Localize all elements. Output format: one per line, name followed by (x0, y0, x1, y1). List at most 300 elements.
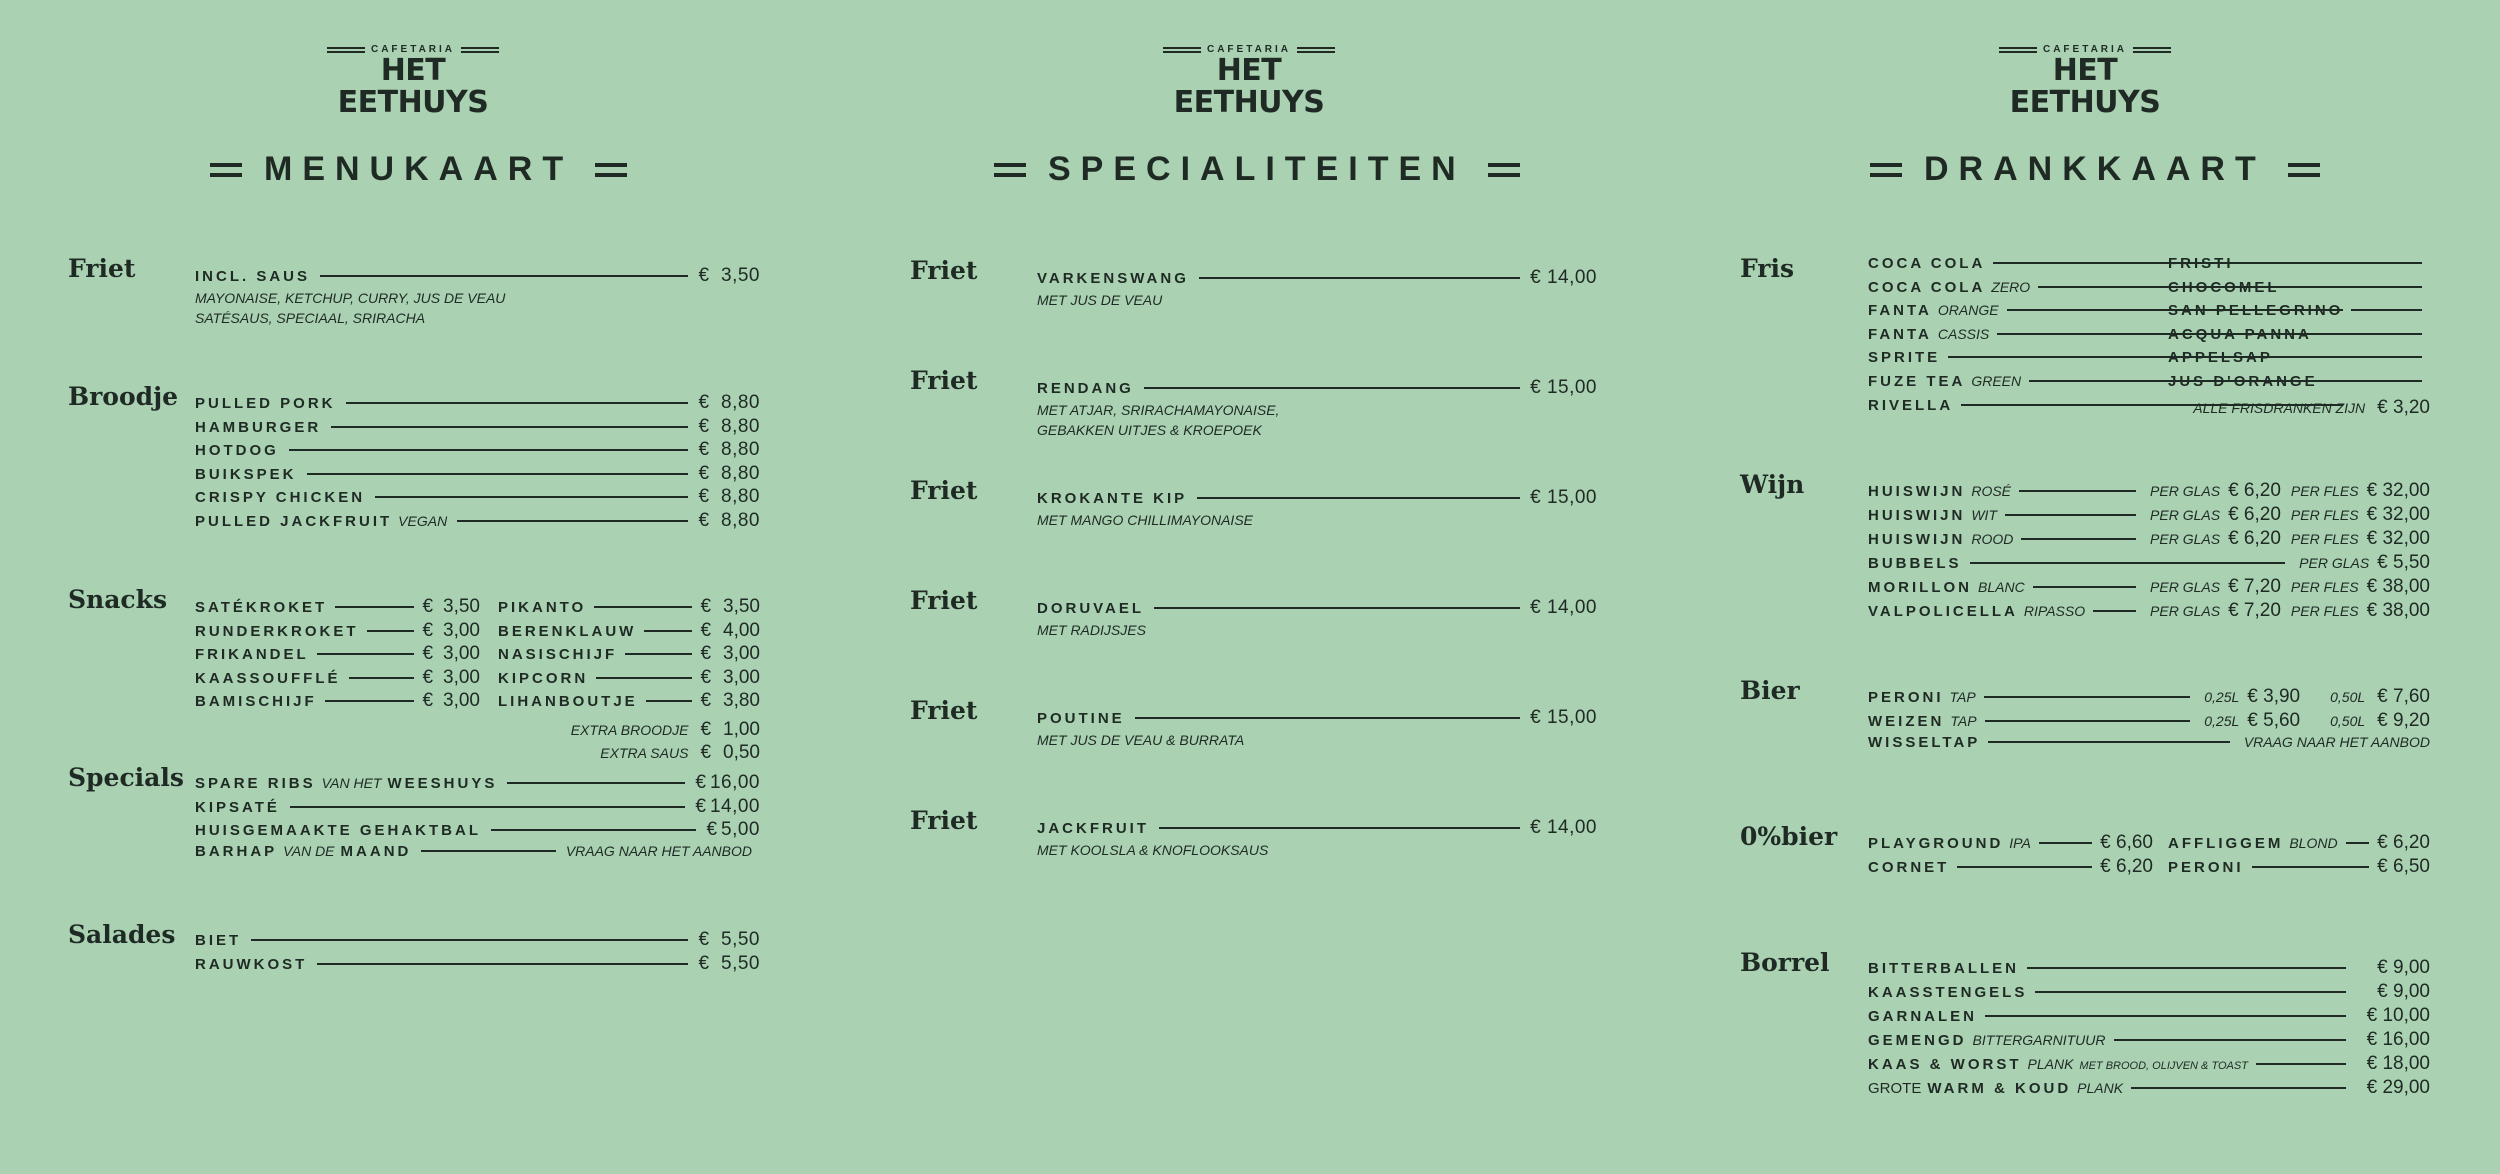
special-item (195, 819, 760, 841)
leader-line (2320, 333, 2422, 335)
item-price: € 6,20 (2100, 856, 2153, 877)
item-description: MET KOOLSLA & KNOFLOOKSAUS (1037, 842, 1269, 858)
item-price: € 15,00 (1530, 707, 1597, 728)
leader-line (2027, 967, 2346, 969)
item-name: RAUWKOST (195, 956, 308, 973)
item-variant: ZERO (1991, 278, 2031, 295)
item-price: € 14,00 (1530, 817, 1597, 838)
item-name: COCA COLA (1868, 255, 1986, 272)
item-name: SAN PELLEGRINO (2168, 302, 2344, 320)
section-friet: Friet (910, 366, 978, 395)
item-name: SPRITE (1868, 349, 1941, 367)
snack-item (498, 643, 760, 665)
fles-price: € 32,00 (2366, 504, 2430, 525)
item-prefix: GROTE (1868, 1080, 1922, 1097)
euro-sign: € (700, 666, 712, 688)
per-glas-label: PER GLAS (2150, 579, 2221, 595)
item-name: RUNDERKROKET (195, 622, 359, 640)
snack-extra (552, 742, 760, 764)
section-friet: Friet (910, 806, 978, 835)
item-variant: TAP (1950, 713, 1977, 729)
drink-item (2168, 279, 2430, 301)
item-variant: VAN DE (283, 842, 335, 859)
item-name: EXTRA SAUS (600, 745, 689, 761)
leader-line (375, 496, 688, 498)
specialty-item (1037, 597, 1597, 619)
item-name: COCA COLA (1868, 278, 1986, 296)
item-description: MET JUS DE VEAU (1037, 292, 1163, 308)
drankkaart-title: DRANKKAART (1870, 150, 2320, 189)
item-name: AFFLIGGEM (2168, 835, 2284, 852)
item-note: VRAAG NAAR HET AANBOD (2243, 734, 2430, 750)
specialty-item (1037, 377, 1597, 399)
euro-sign: € (700, 596, 712, 617)
fles-price: € 32,00 (2366, 480, 2430, 501)
wine-item (1868, 576, 2430, 598)
leader-line (1144, 387, 1520, 389)
drink-item (2168, 373, 2430, 395)
specialiteiten-column (830, 0, 1670, 1174)
leader-line (2093, 610, 2136, 612)
fris-note: ALLE FRISDRANKEN ZIJN (2193, 399, 2366, 416)
specialty-item (1037, 707, 1597, 729)
item-name: HUISWIJN (1868, 483, 1966, 500)
leader-line (1970, 562, 2286, 564)
item-name: SATÉKROKET (195, 599, 328, 616)
size-large: 0,50L (2330, 713, 2366, 729)
section-specials: Specials (68, 763, 184, 792)
item-variant-2: MET BROOD, OLIJVEN & TOAST (2079, 1060, 2248, 1072)
euro-sign: € (700, 643, 712, 664)
item-name: GARNALEN (1868, 1008, 1977, 1025)
menukaart-title: MENUKAART (210, 150, 627, 189)
item-price: € 14,00 (1530, 597, 1597, 618)
item-name: WARM & KOUD (1927, 1080, 2072, 1097)
item-price: 3,80 (723, 690, 760, 711)
leader-line (346, 402, 689, 404)
leader-line (2326, 380, 2422, 382)
item-price: 3,00 (443, 690, 480, 711)
wine-item (1868, 480, 2430, 502)
euro-sign: € (700, 719, 712, 740)
per-glas-label: PER GLAS (2299, 555, 2370, 571)
euro-sign: € (698, 392, 710, 413)
item-price: 3,00 (443, 619, 480, 641)
item-name-2: MAAND (340, 842, 412, 860)
euro-sign: € (695, 772, 706, 793)
item-variant: BITTERGARNITUUR (1972, 1032, 2106, 1048)
item-name: FANTA (1868, 325, 1932, 343)
euro-sign: € (698, 462, 710, 484)
leader-line (2039, 842, 2092, 844)
item-price: 1,00 (723, 719, 760, 740)
item-variant: VEGAN (398, 512, 448, 529)
specialiteiten-title: SPECIALITEITEN (994, 150, 1520, 189)
item-variant: ROSÉ (1971, 483, 2012, 499)
menu-item (195, 929, 760, 951)
leader-line (1159, 827, 1520, 829)
menu-item (195, 463, 760, 485)
snack-item (195, 690, 480, 712)
item-name: FANTA (1868, 302, 1932, 320)
item-price: € 29,00 (2366, 1077, 2430, 1098)
item-name: CORNET (1868, 859, 1950, 876)
item-price: 5,50 (721, 953, 760, 974)
item-price: 5,00 (721, 819, 760, 840)
item-name: PIKANTO (498, 599, 587, 616)
item-name: BUIKSPEK (195, 465, 297, 483)
glas-price: € 5,50 (2377, 552, 2430, 573)
section-friet: Friet (68, 254, 136, 283)
item-name: LIHANBOUTJE (498, 693, 638, 710)
item-name: FUZE TEA (1868, 373, 1966, 390)
item-name: VARKENSWANG (1037, 270, 1189, 287)
snack-item (498, 596, 760, 618)
per-glas-label: PER GLAS (2150, 507, 2221, 523)
wine-item (1868, 528, 2430, 550)
leader-line (2252, 866, 2370, 868)
leader-line (290, 806, 685, 808)
item-price: € 16,00 (2366, 1029, 2430, 1050)
euro-sign: € (700, 742, 712, 763)
item-price: € 15,00 (1530, 487, 1597, 508)
drink-item (2168, 255, 2430, 277)
item-description: MET RADIJSJES (1037, 622, 1146, 638)
snack-item (195, 667, 480, 689)
item-price: 5,50 (721, 929, 760, 950)
snack-item (498, 620, 760, 642)
title-ornament-left (994, 163, 1026, 177)
size-small: 0,25L (2204, 689, 2240, 705)
item-variant: VAN HET (321, 775, 382, 791)
leader-line (1988, 741, 2230, 743)
euro-sign: € (422, 596, 434, 617)
leader-line (625, 653, 692, 655)
leader-line (1197, 497, 1520, 499)
section-bier: Bier (1740, 676, 1800, 705)
leader-line (1984, 696, 2191, 698)
item-price: € 6,50 (2377, 856, 2430, 877)
item-name: PULLED JACKFRUIT (195, 512, 393, 530)
special-item (195, 843, 760, 865)
wine-item (1868, 600, 2430, 622)
item-name: CRISPY CHICKEN (195, 489, 366, 506)
leader-line (1154, 607, 1520, 609)
item-price: 4,00 (723, 619, 760, 641)
item-name: GEMENGD (1868, 1032, 1967, 1049)
item-variant: CASSIS (1937, 325, 1990, 342)
euro-sign: € (698, 509, 710, 531)
item-price: 8,80 (721, 439, 760, 460)
menu-item (195, 392, 760, 414)
euro-sign: € (698, 439, 710, 460)
item-name-2: WEESHUYS (387, 775, 498, 792)
leader-line (1199, 277, 1520, 279)
section-friet: Friet (910, 476, 978, 505)
item-price: 8,80 (721, 462, 760, 484)
leader-line (491, 829, 696, 831)
friet-sauces: MAYONAISE, KETCHUP, CURRY, JUS DE VEAU SATÉSAUS, SPECIAAL, SRIRACHA (195, 290, 506, 326)
glas-price: € 6,20 (2228, 528, 2281, 549)
item-description: MET ATJAR, SRIRACHAMAYONAISE, GEBAKKEN UITJES & KROEPOEK (1037, 402, 1280, 438)
leader-line (2281, 356, 2422, 358)
item-note: VRAAG NAAR HET AANBOD (565, 842, 752, 859)
item-name: BERENKLAUW (498, 622, 637, 640)
wine-item (1868, 552, 2430, 574)
item-name: FRIKANDEL (195, 646, 309, 663)
alcoholfree-beer-item (1868, 832, 2153, 854)
menu-item (195, 486, 760, 508)
item-variant: GREEN (1971, 373, 2022, 389)
item-name: POUTINE (1037, 710, 1125, 727)
beer-item (1868, 686, 2430, 708)
leader-line (317, 963, 688, 965)
leader-line (2351, 309, 2422, 311)
alcoholfree-beer-item (2168, 856, 2430, 878)
leader-line (2005, 514, 2136, 516)
item-name: PERONI (2168, 859, 2244, 876)
leader-line (289, 449, 689, 451)
item-variant: BLANC (1978, 579, 2025, 595)
leader-line (317, 653, 415, 655)
section-broodje: Broodje (68, 382, 179, 411)
per-fles-label: PER FLES (2290, 507, 2359, 523)
section-0-bier: 0%bier (1740, 822, 1838, 851)
item-price: € 10,00 (2366, 1005, 2430, 1026)
leader-line (2114, 1039, 2346, 1041)
special-item (195, 796, 760, 818)
euro-sign: € (698, 929, 710, 950)
euro-sign: € (700, 619, 712, 641)
item-price: 3,50 (723, 596, 760, 617)
fris-all-price (2168, 397, 2430, 419)
leader-line (251, 939, 688, 941)
item-variant: TAP (1949, 689, 1976, 705)
leader-line (2256, 1063, 2346, 1065)
logo (1149, 44, 1349, 119)
item-name: EXTRA BROODJE (570, 722, 689, 738)
size-large: 0,50L (2330, 689, 2366, 705)
item-price: € 9,00 (2377, 957, 2430, 978)
leader-line (2019, 490, 2136, 492)
title-ornament-right (595, 163, 627, 177)
logo (313, 44, 513, 119)
per-glas-label: PER GLAS (2150, 531, 2221, 547)
item-variant: RIPASSO (2023, 603, 2086, 619)
item-price: 8,80 (721, 486, 760, 507)
item-name: RENDANG (1037, 380, 1134, 397)
title-ornament-right (1488, 163, 1520, 177)
snack-item (195, 596, 480, 618)
per-fles-label: PER FLES (2290, 603, 2359, 619)
item-name: BUBBELS (1868, 555, 1962, 572)
item-variant: IPA (2009, 835, 2031, 851)
euro-sign: € (422, 643, 434, 664)
title-ornament-left (1870, 163, 1902, 177)
euro-sign: € (695, 795, 706, 817)
menu-item (195, 439, 760, 461)
per-glas-label: PER GLAS (2150, 483, 2221, 499)
item-name: HAMBURGER (195, 418, 322, 436)
per-fles-label: PER FLES (2290, 579, 2359, 595)
drink-item (2168, 302, 2430, 324)
item-name: HUISWIJN (1868, 507, 1966, 524)
item-name: BAMISCHIJF (195, 693, 317, 710)
item-price: 8,80 (721, 509, 760, 531)
euro-sign: € (706, 819, 718, 840)
euro-sign: € (698, 415, 710, 437)
leader-line (1957, 866, 2092, 868)
leader-line (596, 677, 692, 679)
glas-price: € 6,20 (2228, 480, 2281, 501)
leader-line (421, 850, 555, 852)
item-price: € 9,00 (2377, 981, 2430, 1002)
leader-line (507, 782, 685, 784)
glas-price: € 7,20 (2228, 576, 2281, 597)
item-price: 14,00 (709, 795, 760, 817)
leader-line (594, 606, 692, 608)
leader-line (307, 473, 689, 475)
item-name: RIVELLA (1868, 396, 1954, 414)
title-ornament-left (210, 163, 242, 177)
item-description: MET JUS DE VEAU & BURRATA (1037, 732, 1245, 748)
leader-line (2242, 262, 2423, 264)
fles-price: € 38,00 (2366, 600, 2430, 621)
section-borrel: Borrel (1740, 948, 1830, 977)
item-name: BIET (195, 932, 242, 949)
specialty-item (1037, 267, 1597, 289)
fles-price: € 32,00 (2366, 528, 2430, 549)
section-friet: Friet (910, 586, 978, 615)
euro-sign: € (698, 486, 710, 507)
leader-line (1985, 720, 2191, 722)
leader-line (325, 700, 415, 702)
item-price: 8,80 (721, 415, 760, 437)
glas-price: € 7,20 (2228, 600, 2281, 621)
item-name: WEIZEN (1868, 713, 1945, 730)
menukaart-column (0, 0, 830, 1174)
borrel-item (1868, 1053, 2430, 1075)
item-price: € 14,00 (1530, 267, 1597, 288)
item-price: € 6,60 (2100, 832, 2153, 853)
borrel-item (1868, 1005, 2430, 1027)
menu-item (195, 510, 760, 532)
item-description: MET MANGO CHILLIMAYONAISE (1037, 512, 1253, 528)
leader-line (335, 606, 414, 608)
fles-price: € 38,00 (2366, 576, 2430, 597)
item-name: JACKFRUIT (1037, 820, 1149, 837)
item-variant: BLOND (2289, 835, 2338, 851)
beer-item (1868, 710, 2430, 732)
item-name: PULLED PORK (195, 395, 336, 412)
snack-extra (552, 719, 760, 741)
item-price: 3,00 (723, 666, 760, 688)
euro-sign: € (700, 690, 712, 711)
leader-line (457, 520, 688, 522)
logo (1985, 44, 2185, 119)
snack-item (195, 620, 480, 642)
logo-small-text: CAFETARIA (1206, 44, 1292, 55)
leader-line (2346, 842, 2370, 844)
per-glas-label: PER GLAS (2150, 603, 2221, 619)
item-name: JUS D'ORANGE (2168, 373, 2318, 390)
specialty-item (1037, 487, 1597, 509)
item-name: KAAS & WORST (1868, 1056, 2022, 1073)
item-name: MORILLON (1868, 579, 1972, 596)
section-wijn: Wijn (1740, 470, 1805, 499)
drink-item (2168, 349, 2430, 371)
snack-item (195, 643, 480, 665)
item-name: KROKANTE KIP (1037, 490, 1188, 507)
price-small: € 3,90 (2247, 686, 2301, 707)
item-name: PLAYGROUND (1868, 835, 2004, 852)
borrel-item (1868, 1077, 2430, 1099)
item-price: € 18,00 (2366, 1053, 2430, 1074)
leader-line (2131, 1087, 2346, 1089)
menu-item (195, 416, 760, 438)
per-fles-label: PER FLES (2290, 531, 2359, 547)
item-name: HOTDOG (195, 442, 279, 459)
item-name: KIPSATÉ (195, 798, 280, 816)
item-price: 3,00 (443, 666, 480, 688)
item-price: 3,00 (723, 643, 760, 664)
item-variant: ROOD (1971, 531, 2014, 547)
leader-line (367, 630, 415, 632)
item-name: KIPCORN (498, 669, 589, 687)
item-price: 16,00 (709, 772, 760, 793)
item-variant: PLANK (2077, 1080, 2124, 1096)
item-price: 3,50 (443, 596, 480, 617)
menu-item-friet: INCL. SAUS € 3,50 (195, 265, 760, 286)
price-large: € 7,60 (2377, 686, 2430, 707)
section-friet: Friet (910, 696, 978, 725)
price-large: € 9,20 (2377, 710, 2430, 731)
price-small: € 5,60 (2247, 710, 2301, 731)
item-name: PERONI (1868, 689, 1944, 706)
section-snacks: Snacks (68, 585, 168, 614)
item-price: 0,50 (723, 742, 760, 763)
menu-item (195, 953, 760, 975)
item-name: KAASSTENGELS (1868, 984, 2028, 1001)
leader-line (2288, 286, 2423, 288)
item-name: SPARE RIBS (195, 775, 316, 792)
alcoholfree-beer-item (1868, 856, 2153, 878)
item-name: BITTERBALLEN (1868, 960, 2019, 977)
euro-sign: € (422, 619, 434, 641)
drankkaart-column (1670, 0, 2500, 1174)
item-name: ACQUA PANNA (2168, 325, 2312, 343)
item-variant: PLANK (2027, 1056, 2074, 1072)
item-name: BARHAP (195, 842, 278, 860)
logo-small-text: CAFETARIA (2042, 44, 2128, 55)
leader-line (349, 677, 415, 679)
glas-price: € 6,20 (2228, 504, 2281, 525)
leader-line (1985, 1015, 2346, 1017)
item-name: KAASSOUFFLÉ (195, 669, 341, 687)
borrel-item (1868, 1029, 2430, 1051)
leader-line (331, 426, 688, 428)
leader-line (1135, 717, 1520, 719)
snack-item (498, 667, 760, 689)
item-name: CHOCOMEL (2168, 278, 2280, 296)
euro-sign: € (422, 690, 434, 711)
per-fles-label: PER FLES (2290, 483, 2359, 499)
item-price: 3,00 (443, 643, 480, 664)
title-ornament-right (2288, 163, 2320, 177)
item-name: FRISTI (2168, 255, 2234, 272)
euro-sign: € (422, 666, 434, 688)
logo-text: HET EETHUYS (1173, 53, 1325, 120)
